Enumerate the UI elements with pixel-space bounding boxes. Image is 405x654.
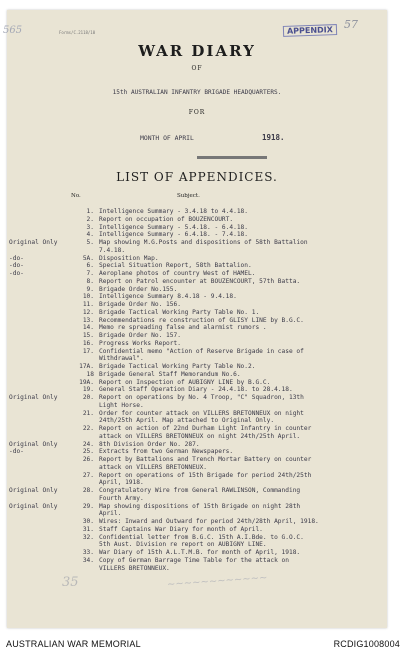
- appendix-mark: -do-: [9, 270, 24, 277]
- appendix-stamp: APPENDIX: [283, 24, 337, 37]
- appendix-subject: 24th/25th April. Map attached to Original Only.: [99, 417, 275, 425]
- appendix-subject: April.: [99, 510, 122, 518]
- appendix-number: 12.: [82, 308, 94, 316]
- appendix-subject: Brigade Tactical Working Party Table No. 1.: [99, 308, 260, 316]
- appendix-subject: Map showing M.G.Posts and dispositions of 58th Battalion: [99, 239, 308, 246]
- appendix-number: 3.: [86, 223, 94, 231]
- appendix-number: 17.: [82, 347, 94, 355]
- appendix-row: [7, 549, 387, 556]
- appendix-row: [7, 379, 387, 386]
- appendix-row: [7, 239, 387, 246]
- list-title: LIST OF APPENDICES.: [116, 170, 278, 184]
- appendix-subject: Progress Works Report.: [99, 339, 181, 347]
- appendix-number: 5A.: [82, 254, 94, 262]
- appendix-row: [7, 394, 387, 401]
- appendix-row: [7, 216, 387, 223]
- appendix-subject: Recommendations re construction of GLISY LINE by B.G.C.: [99, 316, 304, 324]
- appendix-row: [7, 324, 387, 331]
- appendix-mark: -do-: [9, 448, 24, 456]
- appendix-row: [7, 534, 387, 541]
- appendix-subject: Withdrawal".: [99, 355, 144, 363]
- appendix-row: [7, 433, 387, 440]
- pencil-signature: ~~~~~~~~~~~~: [166, 572, 268, 591]
- appendix-row: [7, 518, 387, 525]
- appendix-subject: General Staff Operation Diary - 24.4.18. to 28.4.18.: [99, 386, 293, 394]
- appendix-mark: -do-: [9, 254, 24, 262]
- appendix-number: 4.: [86, 231, 94, 239]
- appendix-row: [7, 208, 387, 215]
- column-no: No.: [71, 193, 81, 199]
- appendix-row: [7, 231, 387, 238]
- appendix-subject: attack on VILLERS BRETONNEUX.: [99, 463, 208, 471]
- title-of: OF: [191, 65, 203, 72]
- appendix-row: [7, 510, 387, 517]
- appendix-subject: Staff Captains War Diary for month of April.: [99, 525, 263, 533]
- appendix-row: [7, 526, 387, 533]
- appendix-subject: Report on operations of 15th Brigade for period 24th/25th: [99, 471, 312, 479]
- document-page: [3, 10, 387, 628]
- appendix-subject: April, 1918.: [99, 479, 144, 487]
- appendix-subject: VILLERS BRETONNEUX.: [99, 564, 170, 572]
- folio-number: 57: [344, 18, 358, 31]
- appendix-subject: Report on operations by No. 4 Troop, "C" Squadron, 13th: [99, 394, 304, 401]
- appendix-row: [7, 363, 387, 370]
- appendix-number: 19.: [82, 386, 94, 394]
- appendix-row: [7, 255, 387, 262]
- appendix-subject: Brigade Tactical Working Party Table No.2.: [99, 363, 256, 370]
- appendix-row: [7, 441, 387, 448]
- appendix-number: 16.: [82, 339, 94, 347]
- column-subject: Subject.: [177, 193, 200, 199]
- appendix-subject: Brigade Order No.155.: [99, 285, 178, 293]
- appendix-subject: Report on occupation of BOUZENCOURT.: [99, 215, 234, 223]
- appendix-subject: Report on Inspection of AUBIGNY LINE by B.G.C.: [99, 378, 271, 386]
- appendix-subject: Wires: Inward and Outward for period 24th/28th April, 1918.: [99, 518, 319, 525]
- appendix-row: [7, 425, 387, 432]
- appendix-row: [7, 541, 387, 548]
- appendix-row: [7, 224, 387, 231]
- appendix-row: [7, 355, 387, 362]
- appendix-subject: Report on action of 22nd Durham Light Infantry in counter: [99, 425, 312, 432]
- appendix-subject: Intelligence Summary - 5.4.18. - 6.4.18.: [99, 223, 249, 231]
- appendix-subject: Report on Patrol encounter at BOUZENCOURT, 57th Batta.: [99, 277, 301, 285]
- year: 1918.: [262, 133, 285, 142]
- appendix-subject: Brigade Order No. 157.: [99, 332, 181, 339]
- appendix-subject: Intelligence Summary 8.4.18 - 9.4.18.: [99, 293, 237, 301]
- appendix-number: 27.: [82, 471, 94, 479]
- appendix-number: 8.: [86, 277, 94, 285]
- appendix-number: 32.: [82, 533, 94, 541]
- appendix-subject: 8th Division Order No. 287.: [99, 440, 200, 448]
- appendix-row: [7, 386, 387, 393]
- appendix-number: 9.: [86, 285, 94, 293]
- appendix-number: 34.: [82, 556, 94, 564]
- appendix-row: [7, 503, 387, 510]
- appendix-subject: Map showing dispositions of 15th Brigade on night 28th: [99, 502, 301, 510]
- appendix-number: 14.: [82, 324, 94, 332]
- appendix-subject: 5th Aust. Division re report on AUBIGNY LINE.: [99, 541, 267, 549]
- appendix-row: [7, 309, 387, 316]
- appendix-row: [7, 565, 387, 572]
- appendix-subject: Intelligence Summary - 3.4.18 to 4.4.18.: [99, 208, 249, 215]
- appendix-subject: Fourth Army.: [99, 494, 144, 502]
- appendix-number: 2.: [86, 215, 94, 223]
- appendix-row: [7, 557, 387, 564]
- appendix-row: [7, 270, 387, 277]
- appendix-row: [7, 410, 387, 417]
- appendix-mark: -do-: [9, 262, 24, 270]
- appendix-subject: Copy of German Barrage Time Table for the attack on: [99, 556, 289, 564]
- appendix-number: 13.: [82, 316, 94, 324]
- appendix-row: [7, 371, 387, 378]
- appendix-number: 22.: [82, 425, 94, 432]
- appendix-subject: Brigade General Staff Memorandum No.6.: [99, 370, 241, 378]
- footer-left: AUSTRALIAN WAR MEMORIAL: [6, 639, 141, 649]
- appendix-number: 24.: [82, 440, 94, 448]
- appendix-number: 1.: [86, 208, 94, 215]
- footer-right: RCDIG1008004: [333, 639, 400, 649]
- appendix-row: [7, 332, 387, 339]
- appendix-subject: Memo re spreading false and alarmist rumors .: [99, 324, 267, 332]
- appendix-row: [7, 278, 387, 285]
- appendix-number: 17A.: [79, 363, 94, 370]
- appendix-row: [7, 262, 387, 269]
- appendix-subject: Congratulatory Wire from General RAWLINSON, Commanding: [99, 487, 301, 494]
- appendix-number: 11.: [82, 301, 94, 308]
- appendix-mark: Original Only: [9, 394, 58, 401]
- appendix-subject: Aeroplane photos of country West of HAMEL.: [99, 270, 256, 277]
- appendix-subject: 7.4.18.: [99, 246, 126, 254]
- form-code: Forms/C.2118/10: [59, 30, 96, 35]
- appendix-number: 31.: [82, 525, 94, 533]
- document-title: WAR DIARY: [138, 42, 256, 60]
- appendix-number: 19A.: [79, 378, 94, 386]
- appendix-mark: Original Only: [9, 239, 58, 246]
- appendix-row: [7, 479, 387, 486]
- appendix-subject: Report by Battalions and Trench Mortar Battery on counter: [99, 456, 312, 463]
- pencil-note: 35: [62, 575, 79, 590]
- appendix-mark: Original Only: [9, 487, 58, 494]
- appendix-row: [7, 340, 387, 347]
- appendix-subject: Confidential letter from B.G.C. 15th A.I.Bde. to G.O.C.: [99, 533, 304, 541]
- appendix-number: 26.: [82, 456, 94, 463]
- appendix-row: [7, 464, 387, 471]
- appendix-number: 20.: [82, 394, 94, 401]
- appendix-subject: Light Horse.: [99, 401, 144, 409]
- appendix-row: [7, 456, 387, 463]
- appendix-number: 21.: [82, 409, 94, 417]
- appendix-row: [7, 487, 387, 494]
- unit-name: 15th AUSTRALIAN INFANTRY BRIGADE HEADQUARTERS.: [112, 89, 282, 96]
- appendix-row: [7, 472, 387, 479]
- appendix-subject: Extracts from two German Newspapers.: [99, 448, 234, 456]
- appendix-subject: Brigade Order No. 156.: [99, 301, 181, 308]
- appendix-row: [7, 317, 387, 324]
- appendix-number: 28.: [82, 487, 94, 494]
- appendix-row: [7, 448, 387, 455]
- appendix-subject: attack on VILLERS BRETONNEUX on night 24th/25th April.: [99, 432, 301, 440]
- appendix-number: 29.: [82, 502, 94, 510]
- appendix-row: [7, 348, 387, 355]
- appendix-number: 5.: [86, 239, 94, 246]
- appendix-row: [7, 417, 387, 424]
- divider: [197, 156, 267, 159]
- appendix-row: [7, 301, 387, 308]
- month-label: MONTH OF APRIL: [140, 134, 194, 142]
- appendix-row: [7, 293, 387, 300]
- appendix-row: [7, 247, 387, 254]
- appendix-subject: Special Situation Report, 58th Battalion.: [99, 262, 252, 270]
- appendix-subject: Confidential memo "Action of Reserve Brigade in case of: [99, 347, 304, 355]
- appendix-subject: Intelligence Summary - 6.4.18. - 7.4.18.: [99, 231, 249, 239]
- appendix-subject: Order for counter attack on VILLERS BRETONNEUX on night: [99, 409, 304, 417]
- appendix-number: 33.: [82, 549, 94, 556]
- appendix-number: 25.: [82, 448, 94, 456]
- appendix-number: 30.: [82, 518, 94, 525]
- appendix-number: 10.: [82, 293, 94, 301]
- left-page-mark: 565: [3, 25, 23, 36]
- appendix-row: [7, 402, 387, 409]
- appendix-mark: Original Only: [9, 440, 58, 448]
- appendix-mark: Original Only: [9, 502, 58, 510]
- appendix-row: [7, 286, 387, 293]
- appendix-subject: War Diary of 15th A.L.T.M.B. for month of April, 1918.: [99, 549, 301, 556]
- appendix-number: 18: [86, 370, 94, 378]
- appendix-number: 15.: [82, 332, 94, 339]
- appendix-subject: Disposition Map.: [99, 254, 159, 262]
- title-for: FOR: [188, 109, 206, 116]
- appendix-row: [7, 495, 387, 502]
- appendix-number: 6.: [86, 262, 94, 270]
- appendix-number: 7.: [86, 270, 94, 277]
